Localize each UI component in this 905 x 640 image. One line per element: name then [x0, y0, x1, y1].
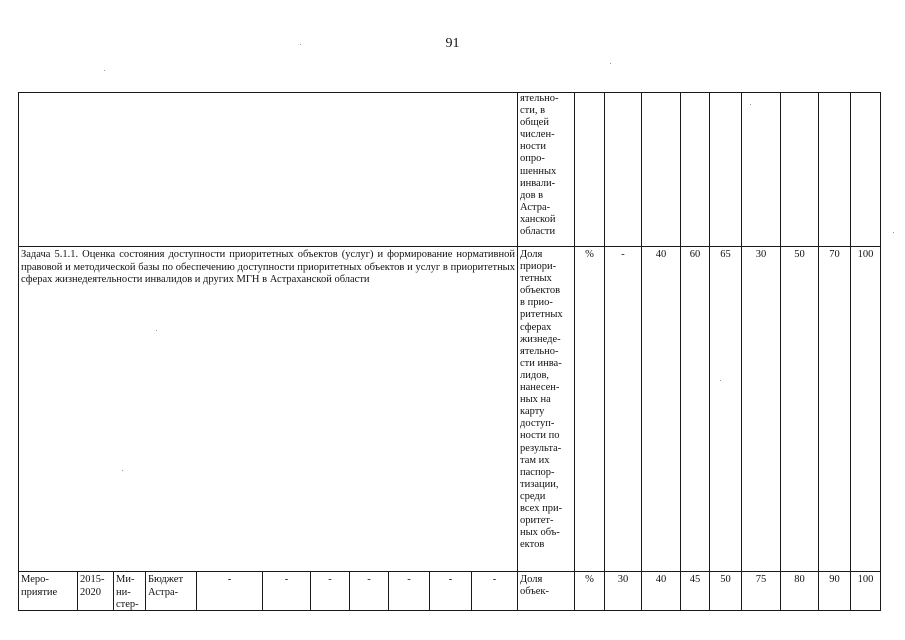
page-number: 91	[445, 36, 460, 51]
measure-value-2017: 50	[720, 574, 731, 585]
finance-3: -	[328, 574, 332, 585]
measure-period: 2015- 2020	[80, 574, 105, 598]
finance-7: -	[492, 574, 497, 585]
task-value-2017: 65	[720, 249, 731, 260]
scan-speck	[300, 44, 301, 45]
task-description: Задача 5.1.1. Оценка состояния доступности приоритетных объектов (услуг) и формирование нормативной правовой и методической базы по обеспечению доступности приоритетных объектов и услуг в приоритетных сферах жизнедеятельности инвалидов и других МГН в Астраханской области	[21, 249, 515, 286]
task-value-2015: 40	[655, 249, 667, 260]
scan-speck	[156, 330, 157, 331]
measure-value-2016: 45	[689, 574, 701, 585]
measure-source: Бюджет Астра-	[148, 574, 184, 598]
measure-type: Меро- приятие	[21, 574, 58, 598]
finance-1: -	[227, 574, 232, 585]
task-value-total: 100	[857, 249, 874, 260]
finance-4: -	[367, 574, 371, 585]
measure-value-2015: 40	[655, 574, 667, 585]
scan-speck	[104, 70, 105, 71]
measure-value-2019: 80	[794, 574, 805, 585]
measure-indicator: Доля объек-	[520, 574, 550, 598]
scan-speck	[720, 380, 721, 381]
task-value-2016: 60	[689, 249, 701, 260]
task-value-2018: 30	[755, 249, 767, 260]
task-value-2014: -	[621, 249, 625, 260]
measure-value-2020: 90	[829, 574, 840, 585]
measure-unit: %	[585, 574, 594, 585]
measure-executor: Ми- ни- стер-	[116, 574, 139, 611]
scan-speck	[610, 63, 611, 64]
finance-2: -	[284, 574, 289, 585]
measure-value-2014: 30	[617, 574, 629, 585]
indicator-continuation: ятельно- сти, в общей числен- ности опро- шенных инвали- дов в Астра- ханской области	[520, 93, 559, 238]
measure-value-total: 100	[857, 574, 874, 585]
scan-speck	[122, 470, 123, 471]
scan-speck	[750, 104, 751, 105]
finance-6: -	[448, 574, 453, 585]
scan-speck	[893, 232, 894, 233]
task-unit: %	[585, 249, 594, 260]
task-value-2020: 70	[829, 249, 840, 260]
measure-value-2018: 75	[755, 574, 767, 585]
task-indicator: Доля приори- тетных объектов в прио- ритетных сферах жизнеде- ятельно- сти инва- лидов, нанесен- ных на карту доступ- ности по результа- там их паспор- тизации, среди всех при- оритет- ных объ- ектов	[520, 249, 563, 551]
finance-5: -	[407, 574, 411, 585]
task-value-2019: 50	[794, 249, 805, 260]
